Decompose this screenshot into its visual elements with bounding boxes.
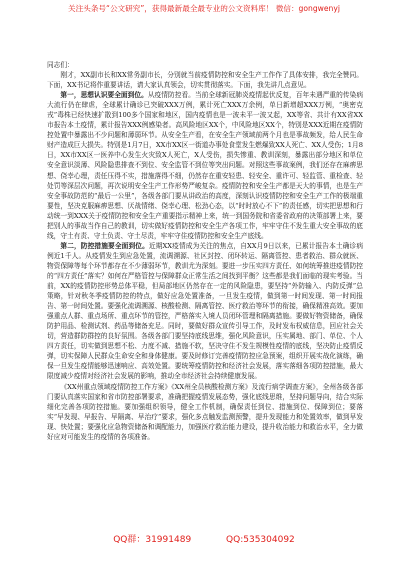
paragraph-measures-body: 近期XX疫情成为关注的焦点，自XX月9日以来，已累计报告本土确诊病例近1千人。从疫情发生到应急处置，流调溯源、社区封控、闭环转运、隔离管控、患者救治、群众就医、物资保障等每个环节都存在不少薄弱环节，教训尤为深刻。要进一步压实四方责任、如何统筹推进疫情防控的“四方责任”落实？如何在严格管控与保障群众正常生活之间找到平衡？这些都是我们面临的现实考验。当前，XX的疫情防控形势总体平稳，但局部地区仍然存在一定的风险隐患，要坚持“外防输入、内防反弹”总策略，针对秋冬季疫情防控的特点，做好应急处置准备，一旦发生疫情，做到第一时间发现、第一时间报告、第一时间处置。要强化流调溯源、核酸检测、隔离管控、医疗救治等环节的衔接，确保精准高效。要加强重点人群、重点场所、重点环节的管控，严格落实入境人员闭环管理和隔离措施。要做好物资储备，确保防护用品、检测试剂、药品等储备充足。同时，要做好群众宣传引导工作，及时发布权威信息，回应社会关切，营造群防群控的良好氛围。各级各部门要坚持底线思维，强化风险意识，压实属地、部门、单位、个人四方责任，切实做到思想不松、力度不减、措施不软，坚决守住不发生规模性疫情的底线，坚决防止疫情反弹，切实保障人民群众生命安全和身体健康。要及时修订完善疫情防控应急预案，组织开展实战化演练，确保一旦发生疫情能够迅速响应、高效处置。要统筹疫情防控和经济社会发展，落实落细各项防控措施，最大限度减少疫情对经济社会发展的影响，推动全市经济社会持续健康发展。 — [47, 241, 363, 381]
top-banner: 关注头条号“公文研究”，获得最新最全最专业的公文资料库！ 微信：gongwenyj — [68, 4, 340, 13]
paragraph-plans: 《XX州重点领域疫情防控工作方案》《XX州全员核酸检测方案》及流行病学调查方案》，全州各级各部门要认真落实国家和省市防控部署要求，准确把握疫情发展态势，强化底线思维，坚持问题导向，结合实际细化完善各项防控措施。要加强组织领导，健全工作机制，确保责任到位、措施到位、保障到位；要落实“早发现、早报告、早隔离、早治疗”要求，强化多点触发监测预警，提升发现能力和处置效率，做到早发现、快处置；要强化应急物资储备和调配能力，加强医疗救治能力建设，提升收治能力和救治水平，全力做好应对可能发生的疫情的各项准备。 — [47, 382, 363, 441]
paragraph-thought-body: 从疫情防控看。当前全球新冠肺炎疫情起伏反复，百年未遇严重的传染病大流行仍在肆虐，全球累计确诊已突破XXX万例，累计死亡XXX万余例，单日新增超XXX万例，“奥密克戎”毒株已经快速扩散到100多个国家和地区，国内疫情也是一波未平一波又起，XX等省、共计有XX省XX市报告本土疫情，累计报告XXX例感染者。高风险地区XX个，中风险地区XX个，特别是XXX近期在疫情防控处置中暴露出不少问题和薄弱环节。从安全生产看，在安全生产领域前两个月也是事故频发，给人民生命财产造成巨大损失。特别是1月7日，XX市XX区一街道办事处食堂发生燃爆致XX人死亡、XX人受伤；1月8日，XX市XX区一医养中心发生火灾致X人死亡，X人受伤，损失惨重、教训深刻，暴露出部分地区和单位安全意识淡薄、风险隐患排查不到位、安全监管不到位等突出问题。对照这些事故案例，我们还存在麻痹思想、侥幸心理，责任压得不实，措施落得不细，仍然存在重安轻患、轻安全、重许可、轻监管、重检查、轻处罚等深层次问题，再次说明安全生产工作形势严峻复杂。疫情防控和安全生产都是天大的事情，也是生产安全事故防范的“最后一公里”，各级各部门要从讲政治的高度，深刻认识疫情防控和安全生产工作的极端重要性，坚决克服麻痹思想、厌战情绪、侥幸心理、松劲心态，以“时时放心不下”的责任感，切实把思想和行动统一到XXX关于疫情防控和安全生产重要指示精神上来，统一到国务院和省委省政府的决策部署上来，要把别人的事故当作自己的教训，切实做好疫情防控和安全生产各项工作，牢牢守住不发生重大安全事故的底线，守土有责、守土负责、守土尽责，牢牢守住疫情防控和安全生产底线。 — [47, 91, 363, 240]
footer-contact — [0, 532, 408, 545]
salutation: 同志们： — [47, 61, 74, 69]
footer-qq: QQ:535304092 — [226, 535, 295, 545]
paragraph-thought — [47, 90, 363, 241]
heading-measures: 第二，防控措施要全面到位。 — [60, 241, 149, 250]
paragraph-measures — [47, 241, 363, 382]
paragraph-intro: 刚才，XX副市长和XX常务副市长，分别就当前疫情防控和安全生产工作作了具体安排，我完全赞同。下面，XX书记将作重要讲话，请大家认真领会，切实贯彻落实。下面，我先讲几点意见。 — [47, 71, 363, 90]
footer-qq-group: QQ群：31991489 — [113, 535, 192, 545]
document-body — [47, 60, 363, 520]
heading-thought: 第一，思想认识要全面到位。 — [60, 91, 148, 100]
